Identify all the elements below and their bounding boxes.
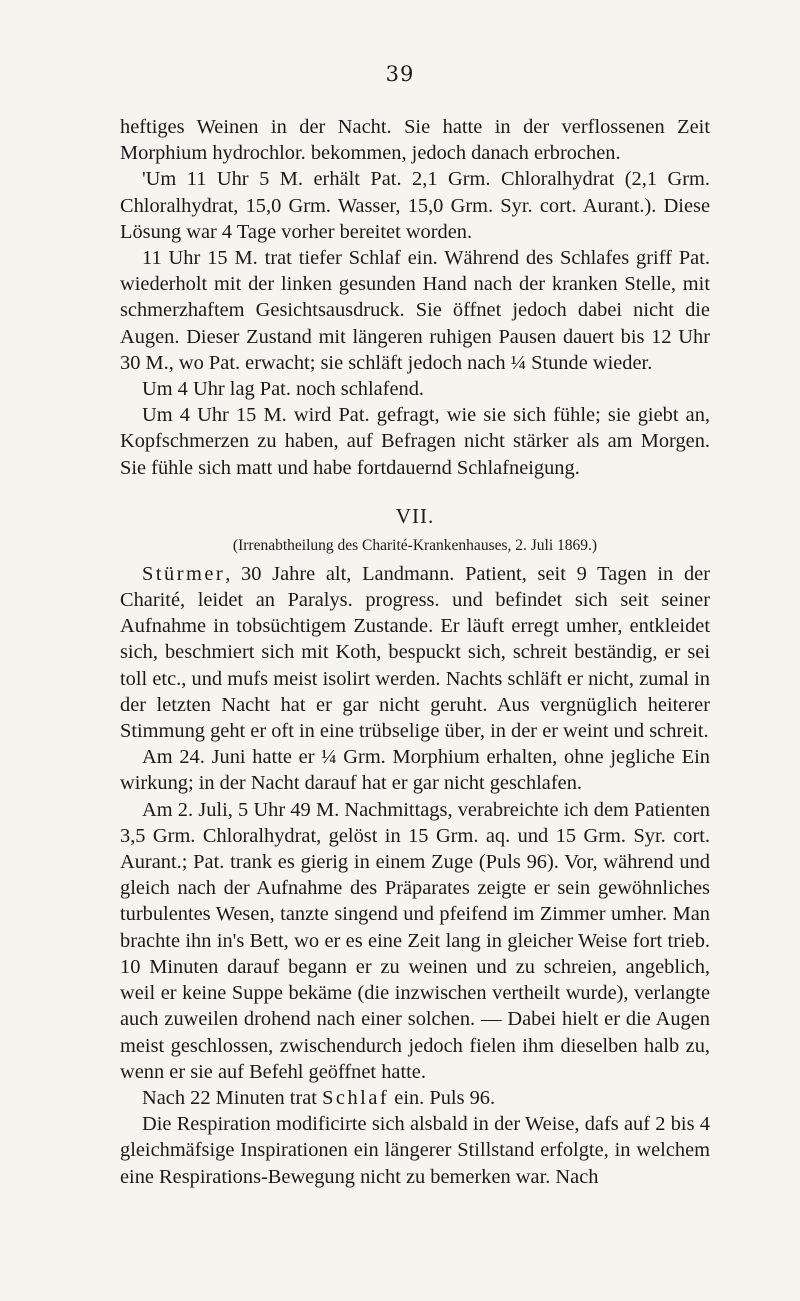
paragraph (120, 561, 710, 744)
paragraph: heftiges Weinen in der Nacht. Sie hatte in der verflossenen Zeit Morphium hydrochlor. bekommen, jedoch danach erbrochen. (120, 116, 710, 165)
paragraph: Um 4 Uhr 15 M. wird Pat. gefragt, wie sie sich fühle; sie giebt an, Kopfschmerzen zu haben, auf Befragen nicht stärker als am Morgen. Sie fühle sich matt und habe fortdauernd Schlafneigung. (120, 404, 710, 479)
paragraph: Um 4 Uhr lag Pat. noch schlafend. (142, 378, 425, 401)
paragraph: Am 24. Juni hatte er ¼ Grm. Morphium erhalten, ohne jegliche Ein wirkung; in der Nacht darauf hat er gar nicht geschlafen. (120, 746, 710, 795)
sleep-line-suffix: ein. Puls 96. (389, 1086, 496, 1109)
paragraph: 'Um 11 Uhr 5 M. erhält Pat. 2,1 Grm. Chloralhydrat (2,1 Grm. Chloralhydrat, 15,0 Grm. Wasser, 15,0 Grm. Syr. cort. Aurant.). Diese Lösung war 4 Tage vorher bereitet worden. (120, 168, 710, 243)
page-number: 39 (385, 62, 415, 86)
paragraph (120, 1085, 710, 1111)
paragraph: Am 2. Juli, 5 Uhr 49 M. Nachmittags, verabreichte ich dem Patienten 3,5 Grm. Chloralhydrat, gelöst in 15 Grm. aq. und 15 Grm. Syr. cort. Aurant.; Pat. trank es gierig in einem Zuge (Puls 96). Vor, während und gleich nach der Aufnahme des Präparates zeigte er sein gewöhnliches turbulentes Wesen, tanzte singend und pfeifend im Zimmer umher. Man brachte ihn in's Bett, wo er es eine Zeit lang in gleicher Weise fort trieb. 10 Minuten darauf begann er zu weinen und zu schreien, angeblich, weil er keine Suppe bekäme (die inzwischen vertheilt wurde), verlangte auch zuweilen drohend nach einer solchen. — Dabei hielt er die Augen meist geschlossen, zwischendurch jedoch fielen ihm dieselben halb zu, wenn er sie auf Befehl geöffnet hatte. (120, 798, 710, 1083)
paragraph: Die Respiration modificirte sich alsbald in der Weise, dafs auf 2 bis 4 gleichmäfsige Inspirationen ein längerer Stillstand erfolgte, in welchem eine Respirations-Bewegung nicht zu bemerken war. Nach (120, 1113, 710, 1188)
sleep-line-prefix: Nach 22 Minuten trat (142, 1086, 323, 1109)
section-heading: VII. (395, 503, 435, 528)
section-note: (Irrenabtheilung des Charité-Krankenhauses, 2. Juli 1869.) (232, 536, 598, 554)
paragraph: 11 Uhr 15 M. trat tiefer Schlaf ein. Während des Schlafes griff Pat. wiederholt mit der linken gesunden Hand nach der kranken Stelle, mit schmerzhaftem Gesichtsausdruck. Sie öffnet jedoch dabei nicht die Augen. Dieser Zustand mit längeren ruhigen Pausen dauert bis 12 Uhr 30 M., wo Pat. erwacht; sie schläft jedoch nach ¼ Stunde wieder. (120, 247, 710, 374)
body-text (120, 114, 710, 1190)
patient-name: Stürmer (142, 562, 226, 585)
paragraph-text: , 30 Jahre alt, Landmann. Patient, seit 9 Tagen in der Charité, leidet an Paralys. progress. und befindet sich seit seiner Aufnahme in tobsüchtigem Zustande. Er läuft erregt umher, entkleidet sich, beschmiert sich mit Koth, bespuckt sich, schreit beständig, er sei toll etc., und mufs meist isolirt werden. Nachts schläft er nicht, zumal in der letzten Nacht hat er gar nicht geruht. Aus vergnüglich heiterer Stimmung geht er oft in eine trübselige über, in der er weint und schreit. (120, 562, 710, 743)
sleep-word: Schlaf (322, 1086, 390, 1109)
